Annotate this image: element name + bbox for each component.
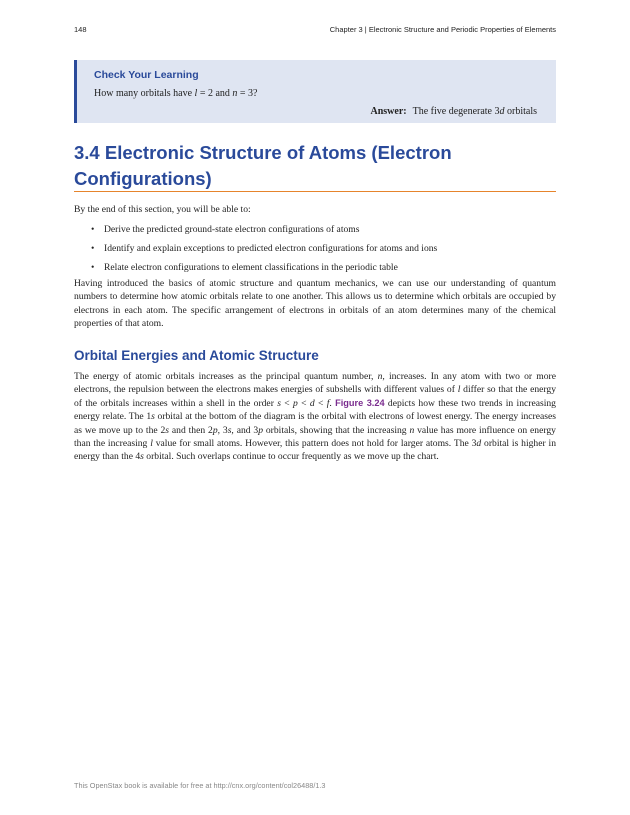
page-number: 148 (74, 25, 87, 34)
body-text: orbital is higher in energy than the 4 (74, 438, 556, 463)
answer-variable-d: d (499, 106, 505, 117)
body-text: and then 2 (169, 424, 213, 436)
page-footer: This OpenStax book is available for free at http://cnx.org/content/col26488/1.3 (74, 781, 326, 790)
variable-f: f (326, 397, 330, 409)
variable-d: d (309, 397, 315, 409)
body-text: orbitals, showing that the increasing (263, 424, 410, 436)
body-text: depicts how these two trends in increasing energy relate. The 1 (74, 397, 556, 423)
variable-l: l (457, 384, 461, 396)
bullet-icon: • (91, 224, 95, 235)
body-text: The energy of atomic orbitals increases as the principal quantum number, (74, 371, 378, 382)
objective-item (74, 239, 556, 258)
intro-paragraph: Having introduced the basics of atomic structure and quantum mechanics, we can use our understanding of quantum numbers to determine how atomic orbitals relate to one another. This allows us to determine which orbitals are occupied by electrons in each atom. The specific arrangement of electrons in orbitals of an atom determines many of the chemical properties of that atom. (74, 278, 556, 330)
body-text: orbital. Such overlaps continue to occur frequently as we move up the chart. (143, 451, 439, 463)
body-text: , and 3 (231, 424, 259, 436)
bullet-icon: • (91, 262, 95, 273)
objective-item (74, 258, 556, 277)
body-text: value has more influence on energy than the increasing (74, 424, 556, 450)
variable-d: d (476, 438, 482, 450)
body-text: , 3 (217, 424, 228, 436)
body-text: < (297, 397, 310, 409)
subsection-title: Orbital Energies and Atomic Structure (74, 348, 319, 363)
question-variable-l: l (194, 88, 198, 99)
objective-item (74, 220, 556, 239)
objective-text: Relate electron configurations to element classifications in the periodic table (104, 262, 398, 273)
check-your-learning-title: Check Your Learning (94, 69, 199, 81)
body-text: < (314, 397, 327, 409)
variable-s: s (277, 397, 281, 409)
question-text: = 3? (237, 88, 258, 99)
body-text: differ so that the energy of the orbitals increases within a shell in the order (74, 384, 556, 409)
objective-text: Identify and explain exceptions to predicted electron configurations for atoms and ions (104, 243, 438, 254)
body-text: < (280, 397, 294, 409)
variable-l: l (150, 438, 153, 450)
section-title: 3.4 Electronic Structure of Atoms (Electron Configurations) (74, 142, 452, 189)
variable-s: s (140, 451, 144, 463)
body-text: , increases. In any atom with two or more electrons, the repulsion between the electrons makes energies of subshells with different values of (74, 371, 556, 396)
section-title-rule (74, 191, 556, 192)
objective-text: Derive the predicted ground-state electron configurations of atoms (104, 224, 360, 235)
orbital-energies-paragraph (74, 370, 556, 464)
variable-s: s (165, 424, 170, 436)
figure-link[interactable]: Figure 3.24 (335, 397, 385, 408)
variable-p: p (212, 424, 218, 436)
check-your-learning-answer (370, 106, 537, 117)
learning-objectives-intro: By the end of this section, you will be able to: (74, 204, 251, 215)
question-text: = 2 and (197, 88, 233, 99)
learning-objectives-list (74, 220, 556, 277)
bullet-icon: • (91, 243, 95, 254)
question-text: How many orbitals have (94, 88, 195, 99)
variable-p: p (258, 424, 264, 436)
variable-s: s (227, 424, 232, 436)
chapter-title: Chapter 3 | Electronic Structure and Periodic Properties of Elements (329, 25, 556, 34)
body-text: orbital at the bottom of the diagram is the orbital with electrons of lowest energy. The energy increases as we move up to the 2 (74, 411, 556, 436)
body-text: . (329, 397, 336, 409)
answer-label: Answer: (370, 106, 407, 117)
variable-p: p (293, 397, 298, 409)
check-your-learning-box (74, 60, 556, 123)
check-your-learning-question (94, 88, 257, 99)
answer-text: The five degenerate 3 (412, 106, 500, 117)
answer-text: orbitals (504, 106, 537, 117)
question-variable-n: n (232, 88, 238, 99)
variable-s: s (151, 411, 155, 423)
variable-n: n (409, 424, 415, 436)
variable-n: n (377, 371, 383, 382)
body-text: value for small atoms. However, this pattern does not hold for larger atoms. The 3 (152, 438, 477, 450)
